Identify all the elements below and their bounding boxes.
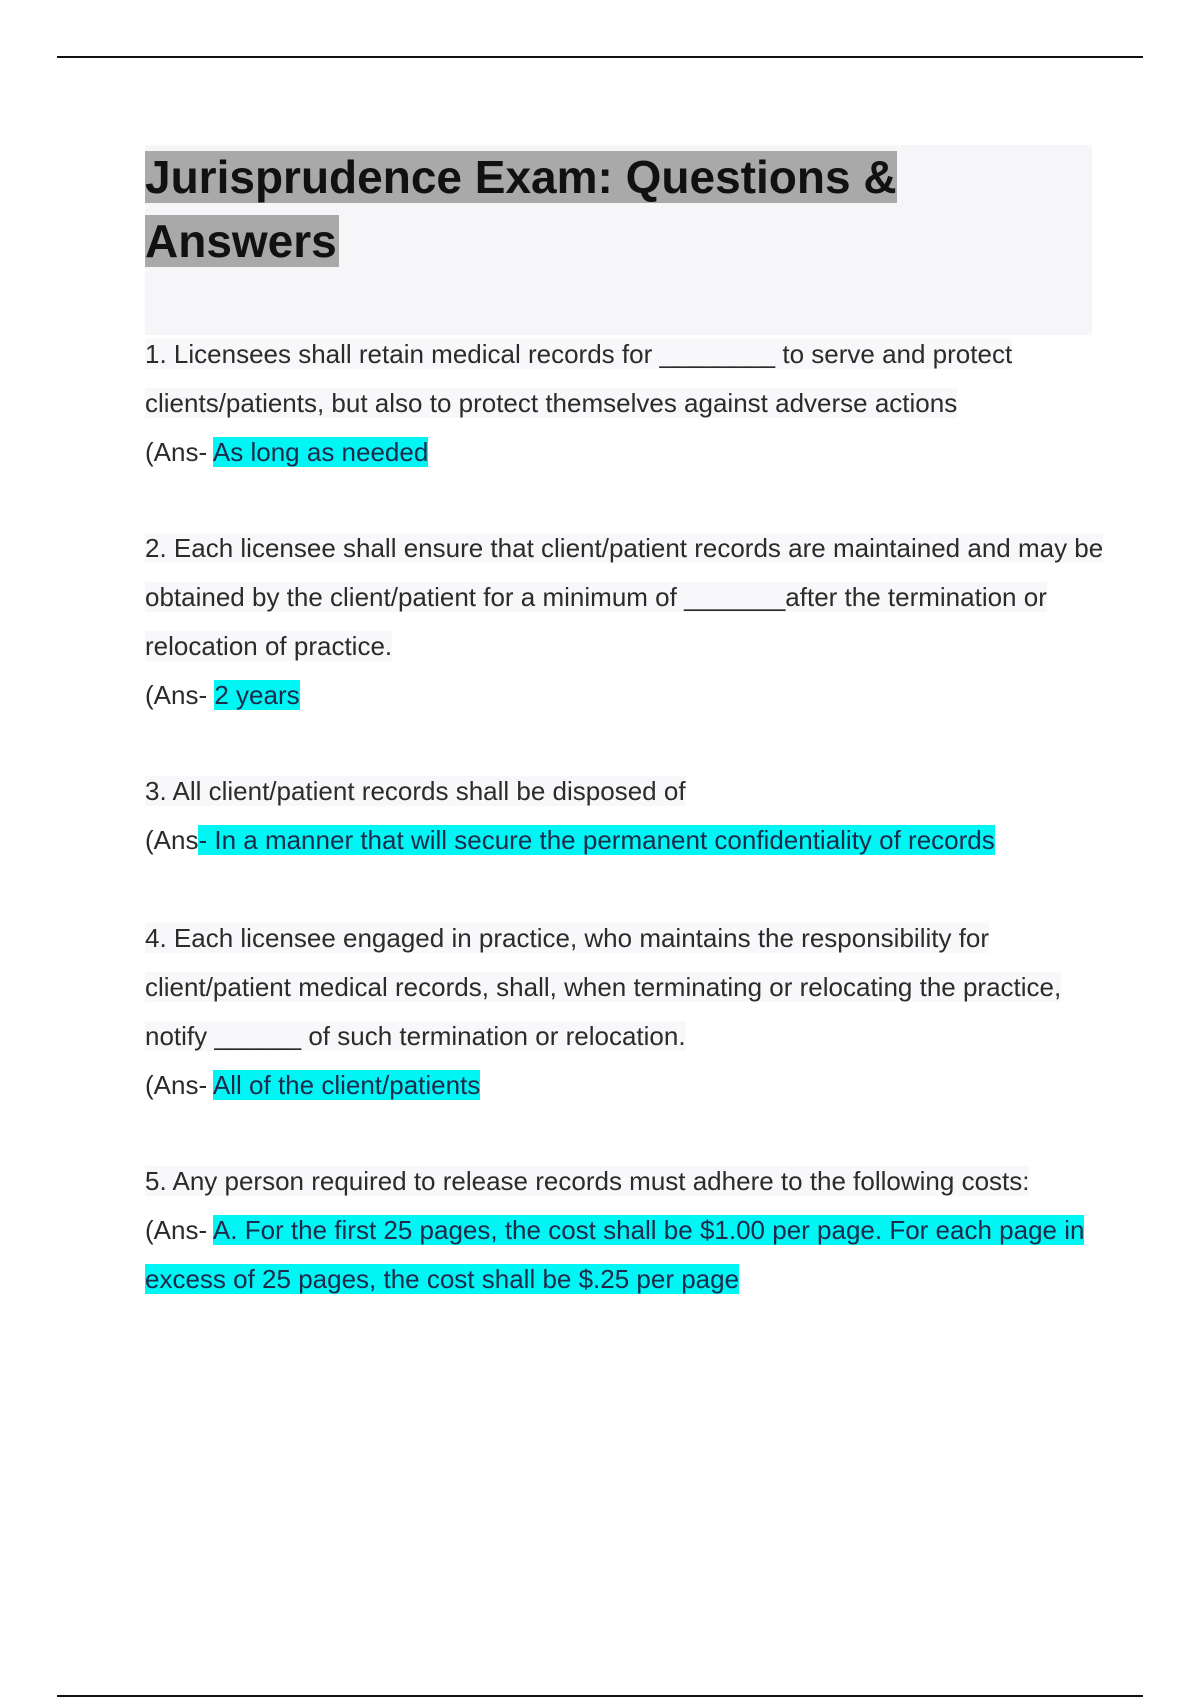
question-text-1 bbox=[145, 330, 1105, 428]
answer-5: A. For the first 25 pages, the cost shall be $1.00 per page. For each page in excess of 25 pages, the cost shall be $.25 per page bbox=[145, 1215, 1085, 1294]
question-text-3 bbox=[145, 767, 1105, 816]
question-text-5 bbox=[145, 1157, 1105, 1206]
answer-line-3 bbox=[145, 816, 1105, 865]
answer-2: 2 years bbox=[214, 680, 300, 710]
question-3: 3. All client/patient records shall be disposed of bbox=[145, 776, 686, 806]
question-text-2 bbox=[145, 524, 1105, 671]
question-text-4 bbox=[145, 914, 1105, 1061]
question-block-5 bbox=[145, 1157, 1105, 1304]
answer-prefix-3: (Ans bbox=[145, 825, 199, 855]
question-1: 1. Licensees shall retain medical records for ________ to serve and protect clients/patients, but also to protect themselves against adverse actions bbox=[145, 339, 1013, 418]
answer-1: As long as needed bbox=[212, 437, 429, 467]
answer-line-2 bbox=[145, 671, 1105, 720]
answer-prefix-2: (Ans- bbox=[145, 680, 215, 710]
answer-4: All of the client/patients bbox=[212, 1070, 481, 1100]
question-block-2 bbox=[145, 524, 1105, 720]
bottom-rule bbox=[57, 1695, 1143, 1697]
top-rule bbox=[57, 56, 1143, 58]
answer-3: - In a manner that will secure the permanent confidentiality of records bbox=[198, 825, 995, 855]
answer-prefix-5: (Ans- bbox=[145, 1215, 213, 1245]
answer-prefix-1: (Ans- bbox=[145, 437, 213, 467]
question-block-1 bbox=[145, 330, 1105, 477]
document-title-text: Jurisprudence Exam: Questions & Answers bbox=[145, 151, 897, 267]
question-2: 2. Each licensee shall ensure that client/patient records are maintained and may be obtained by the client/patient for a minimum of _______after the termination or relocation of practice. bbox=[145, 533, 1104, 661]
question-5: 5. Any person required to release records must adhere to the following costs: bbox=[145, 1166, 1030, 1196]
answer-line-1 bbox=[145, 428, 1105, 477]
question-block-4 bbox=[145, 914, 1105, 1110]
document-title bbox=[145, 145, 1025, 273]
answer-line-4 bbox=[145, 1061, 1105, 1110]
question-4: 4. Each licensee engaged in practice, who maintains the responsibility for client/patient medical records, shall, when terminating or relocating the practice, notify ______ of such termination or relocation. bbox=[145, 923, 1062, 1051]
question-block-3 bbox=[145, 767, 1105, 865]
answer-line-5 bbox=[145, 1206, 1105, 1304]
answer-prefix-4: (Ans- bbox=[145, 1070, 213, 1100]
